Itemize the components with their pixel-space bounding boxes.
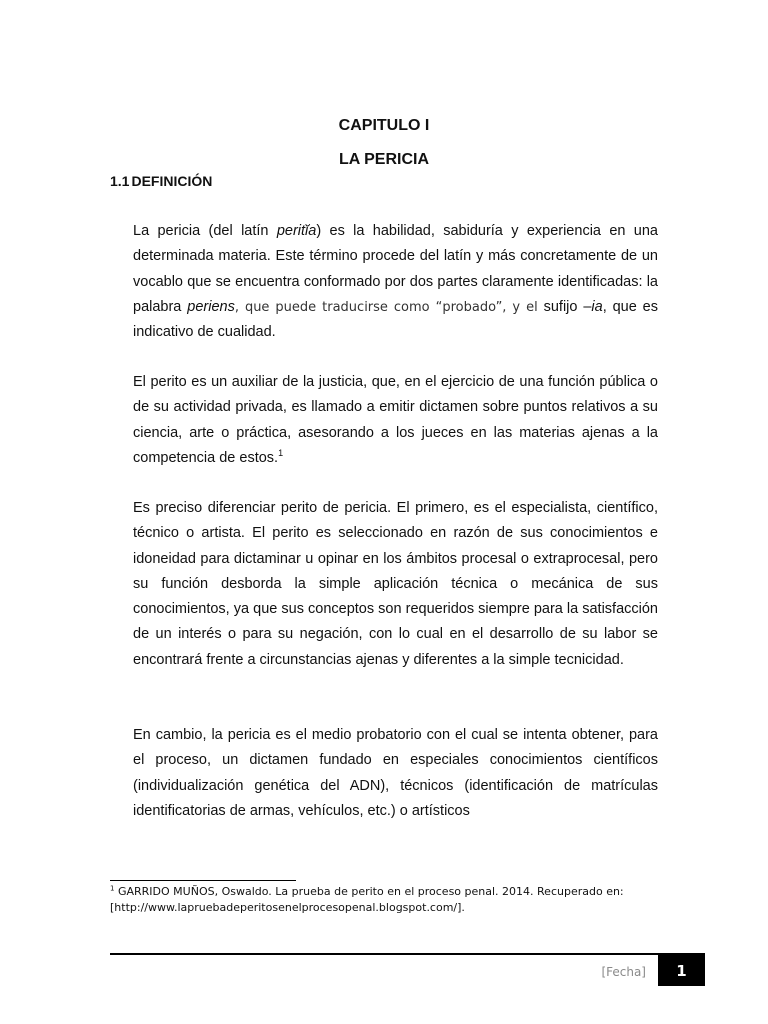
p3-text: Es preciso diferenciar perito de pericia. El primero, es el especialista, científico, técnico o artista. El perito es seleccionado en razón de sus conocimientos e idoneidad para dictaminar u opinar en los ámbitos procesal o extraprocesal, pero su función desborda la simple aplicación técnica o mecánica de sus conocimientos, ya que sus conceptos son requeridos siempre para la satisfacción de un interés o para su negación, con lo cual en el desarrollo de su labor se encontrará frente a circunstancias ajenas y diferentes a la simple tecnicidad. <box>133 500 658 668</box>
paragraph-3 <box>133 496 658 673</box>
paragraph-4 <box>133 723 658 824</box>
footnote-number: 1 <box>110 884 115 893</box>
chapter-label <box>0 117 768 135</box>
page-number: 1 <box>676 961 687 980</box>
section-heading <box>110 173 212 189</box>
section-title: DEFINICIÓN <box>131 173 213 189</box>
p1-text-b: ) es la habilidad, sabiduría y experiencia en una determinada materia. Este término procede del latín y más concretamente de un vocablo que se encuentra conformado por dos partes claramente identificadas: la palabra <box>133 223 658 315</box>
chapter-label-text: CAPITULO I <box>338 117 430 134</box>
footnote-reference[interactable]: 1 <box>278 448 284 459</box>
p1-text-c: , que puede traducirse como “probado”, y el <box>234 299 538 315</box>
p1-text-d: sufijo – <box>537 298 592 315</box>
footnote-divider <box>110 880 296 881</box>
p1-italic-peritia: peritĭa <box>276 223 317 239</box>
footnote <box>110 884 670 916</box>
p2-text: El perito es un auxiliar de la justicia, que, en el ejercicio de una función pública o de su actividad privada, es llamado a emitir dictamen sobre puntos relativos a su ciencia, arte o práctica, asesorando a los jueces en las materias ajenas a la competencia de estos. <box>133 374 658 466</box>
section-number: 1.1 <box>110 173 130 189</box>
footnote-text: GARRIDO MUÑOS, Oswaldo. La prueba de perito en el proceso penal. 2014. Recuperado en: <box>114 885 624 898</box>
paragraph-1 <box>133 219 658 345</box>
p1-text-e: , que es indicativo de cualidad. <box>133 298 659 341</box>
p1-italic-ia: ia <box>591 298 603 315</box>
chapter-title-text: LA PERICIA <box>338 151 430 168</box>
paragraph-2 <box>133 370 658 471</box>
p1-text-a: La pericia (del latín <box>133 223 277 239</box>
chapter-title <box>0 151 768 169</box>
footer-divider <box>110 953 705 955</box>
page-number-box <box>658 955 705 986</box>
p4-text: En cambio, la pericia es el medio probatorio con el cual se intenta obtener, para el proceso, un dictamen fundado en especiales conocimientos científicos (individualización genética del ADN), técnicos (identificación de matrículas identificatorias de armas, vehículos, etc.) o artísticos <box>133 727 658 819</box>
p1-italic-periens: periens <box>187 298 235 315</box>
footer-date-placeholder: [Fecha] <box>601 965 646 979</box>
footnote-url-link[interactable]: [http://www.lapruebadeperitosenelprocesopenal.blogspot.com/]. <box>110 901 465 914</box>
